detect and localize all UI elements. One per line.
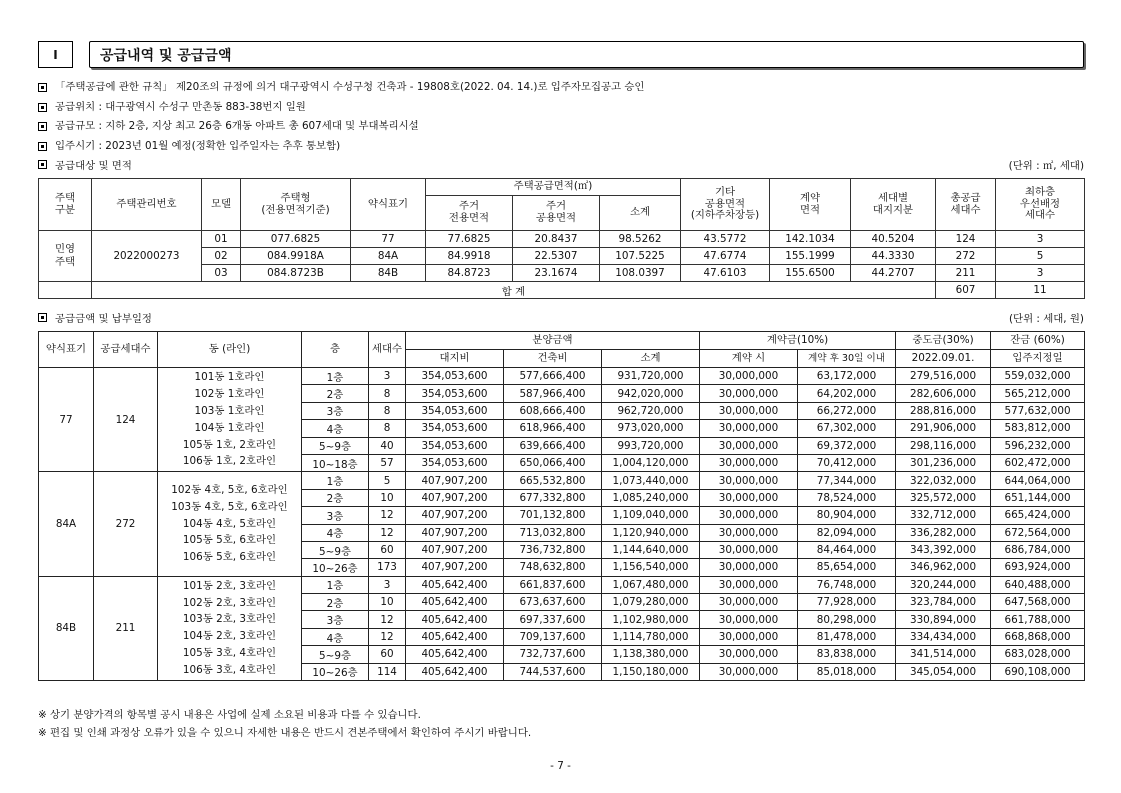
th-middle-group: 중도금(30%) <box>896 332 991 350</box>
sum-blank-cell <box>39 282 92 299</box>
cell-mid: 301,236,000 <box>896 454 991 471</box>
supply-label: 공급대상 및 면적 <box>55 160 132 172</box>
cell-bld: 650,066,400 <box>504 454 602 471</box>
square-bullet-icon <box>38 160 47 169</box>
short-name-cell: 84B <box>39 576 94 680</box>
dong-line: 105동 5호, 6호라인 <box>182 534 277 547</box>
short-name-cell: 84A <box>39 472 94 576</box>
cell-n: 12 <box>369 628 406 645</box>
cell-floor: 5~9층 <box>302 541 369 558</box>
cell-contract: 142.1034 <box>770 231 851 248</box>
cell-c2: 70,412,000 <box>798 454 896 471</box>
cell-c1: 30,000,000 <box>700 541 798 558</box>
cell-mid: 298,116,000 <box>896 437 991 454</box>
cell-floor: 4층 <box>302 524 369 541</box>
bullet-item <box>38 98 1084 118</box>
cell-mid: 332,712,000 <box>896 507 991 524</box>
square-bullet-icon <box>38 122 47 131</box>
bullet-item <box>38 117 1084 137</box>
cell-bal: 583,812,000 <box>991 420 1085 437</box>
th-middle-date: 2022.09.01. <box>896 350 991 368</box>
cell-sub: 1,085,240,000 <box>602 489 700 506</box>
cell-sub: 993,720,000 <box>602 437 700 454</box>
cell-bld: 639,666,400 <box>504 437 602 454</box>
footnote: ※ 편집 및 인쇄 과정상 오류가 있을 수 있으니 자세한 내용은 반드시 견본주택에서 확인하여 주시기 바랍니다. <box>38 727 532 739</box>
cell-floor: 4층 <box>302 420 369 437</box>
cell-floor: 10~18층 <box>302 454 369 471</box>
cell-n: 8 <box>369 402 406 419</box>
cell-mid: 325,572,000 <box>896 489 991 506</box>
cell-n: 60 <box>369 646 406 663</box>
cell-bld: 748,632,800 <box>504 559 602 576</box>
th-sale-group: 분양금액 <box>406 332 700 350</box>
square-bullet-icon <box>38 103 47 112</box>
dong-line-cell <box>158 368 302 472</box>
cell-lowest: 3 <box>996 231 1085 248</box>
th-land-cost: 대지비 <box>406 350 504 368</box>
dong-line: 103동 4호, 5호, 6호라인 <box>171 500 288 513</box>
cell-short: 77 <box>351 231 426 248</box>
th-contract-at: 계약 시 <box>700 350 798 368</box>
cell-sub: 1,004,120,000 <box>602 454 700 471</box>
footnotes <box>38 706 1084 742</box>
th-households: 세대수 <box>369 332 406 368</box>
cell-c1: 30,000,000 <box>700 663 798 680</box>
page-number: - 7 - <box>550 760 571 772</box>
th-total-units: 총공급 세대수 <box>936 179 996 231</box>
cell-c2: 67,302,000 <box>798 420 896 437</box>
cell-sub: 962,720,000 <box>602 402 700 419</box>
cell-mid: 345,054,000 <box>896 663 991 680</box>
cell-total: 272 <box>936 248 996 265</box>
cell-mid: 336,282,000 <box>896 524 991 541</box>
cell-sub: 1,120,940,000 <box>602 524 700 541</box>
cell-type: 084.8723B <box>241 265 351 282</box>
cell-model: 01 <box>202 231 241 248</box>
cell-n: 173 <box>369 559 406 576</box>
cell-bld: 732,737,600 <box>504 646 602 663</box>
cell-sub: 1,109,040,000 <box>602 507 700 524</box>
cell-floor: 2층 <box>302 385 369 402</box>
cell-land: 405,642,400 <box>406 594 504 611</box>
cell-lowest: 5 <box>996 248 1085 265</box>
cell-excl: 84.9918 <box>426 248 513 265</box>
cell-bal: 565,212,000 <box>991 385 1085 402</box>
cell-c2: 83,838,000 <box>798 646 896 663</box>
cell-bld: 665,532,800 <box>504 472 602 489</box>
cell-bld: 618,966,400 <box>504 420 602 437</box>
dong-line: 101동 1호라인 <box>194 370 265 383</box>
th-exclusive-area: 주거 전용면적 <box>426 196 513 231</box>
cell-sub: 973,020,000 <box>602 420 700 437</box>
supply-area-table <box>38 178 1085 299</box>
cell-bld: 673,637,600 <box>504 594 602 611</box>
cell-type: 077.6825 <box>241 231 351 248</box>
cell-c2: 80,298,000 <box>798 611 896 628</box>
th-other-area: 기타 공용면적 (지하주차장등) <box>681 179 770 231</box>
table-row <box>39 576 1085 593</box>
dong-line: 106동 5호, 6호라인 <box>182 551 277 564</box>
supply-unit: (단위 : ㎡, 세대) <box>1008 160 1084 172</box>
th-units: 공급세대수 <box>94 332 158 368</box>
th-floor: 층 <box>302 332 369 368</box>
cell-c1: 30,000,000 <box>700 472 798 489</box>
cell-c2: 85,018,000 <box>798 663 896 680</box>
cell-total: 124 <box>936 231 996 248</box>
cell-n: 10 <box>369 489 406 506</box>
cell-floor: 1층 <box>302 472 369 489</box>
cell-n: 60 <box>369 541 406 558</box>
cell-mid: 330,894,000 <box>896 611 991 628</box>
cell-mid: 343,392,000 <box>896 541 991 558</box>
cell-bal: 647,568,000 <box>991 594 1085 611</box>
th-balance-date: 입주지정일 <box>991 350 1085 368</box>
th-short: 약식표기 <box>351 179 426 231</box>
cell-c1: 30,000,000 <box>700 628 798 645</box>
cell-mid: 291,906,000 <box>896 420 991 437</box>
cell-short: 84B <box>351 265 426 282</box>
cell-c2: 66,272,000 <box>798 402 896 419</box>
cell-bal: 602,472,000 <box>991 454 1085 471</box>
cell-c2: 77,344,000 <box>798 472 896 489</box>
cell-bld: 677,332,800 <box>504 489 602 506</box>
cell-c1: 30,000,000 <box>700 368 798 385</box>
sum-label: 합 계 <box>92 282 936 299</box>
cell-c2: 77,928,000 <box>798 594 896 611</box>
cell-sub: 98.5262 <box>600 231 681 248</box>
cell-floor: 10~26층 <box>302 663 369 680</box>
dong-line: 106동 1호, 2호라인 <box>182 455 277 468</box>
cell-c2: 82,094,000 <box>798 524 896 541</box>
cell-floor: 1층 <box>302 368 369 385</box>
cell-sub: 107.5225 <box>600 248 681 265</box>
cell-bal: 686,784,000 <box>991 541 1085 558</box>
cell-c2: 69,372,000 <box>798 437 896 454</box>
square-bullet-icon <box>38 142 47 151</box>
cell-bld: 661,837,600 <box>504 576 602 593</box>
cell-land: 405,642,400 <box>406 576 504 593</box>
cell-bld: 744,537,600 <box>504 663 602 680</box>
dong-line: 102동 1호라인 <box>194 387 265 400</box>
cell-short: 84A <box>351 248 426 265</box>
th-type-group: 주택 구분 <box>39 179 92 231</box>
cell-c1: 30,000,000 <box>700 646 798 663</box>
cell-sub: 1,073,440,000 <box>602 472 700 489</box>
cell-model: 03 <box>202 265 241 282</box>
cell-c1: 30,000,000 <box>700 402 798 419</box>
cell-n: 114 <box>369 663 406 680</box>
cell-bal: 683,028,000 <box>991 646 1085 663</box>
cell-sub: 942,020,000 <box>602 385 700 402</box>
cell-land: 405,642,400 <box>406 611 504 628</box>
cell-common: 23.1674 <box>513 265 600 282</box>
cell-floor: 10~26층 <box>302 559 369 576</box>
cell-n: 12 <box>369 524 406 541</box>
cell-bal: 577,632,000 <box>991 402 1085 419</box>
cell-c1: 30,000,000 <box>700 385 798 402</box>
cell-c1: 30,000,000 <box>700 489 798 506</box>
supply-units-cell: 272 <box>94 472 158 576</box>
th-sale-subtotal: 소계 <box>602 350 700 368</box>
th-lowest-floor: 최하층 우선배정 세대수 <box>996 179 1085 231</box>
dong-line: 104동 1호라인 <box>194 421 265 434</box>
th-area-subtotal: 소계 <box>600 196 681 231</box>
cell-bld: 697,337,600 <box>504 611 602 628</box>
cell-land: 354,053,600 <box>406 454 504 471</box>
th-house-type: 주택형 (전용면적기준) <box>241 179 351 231</box>
cell-bal: 693,924,000 <box>991 559 1085 576</box>
cell-floor: 2층 <box>302 489 369 506</box>
cell-mid: 334,434,000 <box>896 628 991 645</box>
price-section-head <box>38 309 1084 326</box>
cell-land: 354,053,600 <box>406 420 504 437</box>
cell-n: 12 <box>369 507 406 524</box>
dong-line-cell <box>158 576 302 680</box>
cell-c2: 78,524,000 <box>798 489 896 506</box>
cell-land: 407,907,200 <box>406 559 504 576</box>
cell-mid: 341,514,000 <box>896 646 991 663</box>
cell-bal: 661,788,000 <box>991 611 1085 628</box>
dong-line: 102동 4호, 5호, 6호라인 <box>171 483 288 496</box>
cell-c1: 30,000,000 <box>700 524 798 541</box>
cell-land: 354,053,600 <box>406 368 504 385</box>
cell-sub: 1,102,980,000 <box>602 611 700 628</box>
cell-land: 407,907,200 <box>406 472 504 489</box>
cell-model: 02 <box>202 248 241 265</box>
section-title: 공급내역 및 공급금액 <box>89 41 1084 68</box>
dong-line: 103동 1호라인 <box>194 404 265 417</box>
cell-n: 5 <box>369 472 406 489</box>
cell-bal: 559,032,000 <box>991 368 1085 385</box>
bullet-list <box>38 78 1084 156</box>
short-name-cell: 77 <box>39 368 94 472</box>
cell-c2: 84,464,000 <box>798 541 896 558</box>
th-dong: 동 (라인) <box>158 332 302 368</box>
bullet-item <box>38 78 1084 98</box>
supply-units-cell: 124 <box>94 368 158 472</box>
th-mgmt-no: 주택관리번호 <box>92 179 202 231</box>
sum-total: 607 <box>936 282 996 299</box>
dong-line: 105동 1호, 2호라인 <box>182 438 277 451</box>
table-row <box>39 472 1085 489</box>
cell-c1: 30,000,000 <box>700 594 798 611</box>
footnote: ※ 상기 분양가격의 항목별 공시 내용은 사업에 실제 소요된 비용과 다를 수 있습니다. <box>38 709 421 721</box>
cell-floor: 2층 <box>302 594 369 611</box>
cell-bal: 596,232,000 <box>991 437 1085 454</box>
dong-line: 105동 3호, 4호라인 <box>182 647 277 660</box>
cell-mid: 322,032,000 <box>896 472 991 489</box>
dong-line: 106동 3호, 4호라인 <box>182 664 277 677</box>
cell-bld: 701,132,800 <box>504 507 602 524</box>
dong-line-cell <box>158 472 302 576</box>
supply-section-head <box>38 156 1084 173</box>
cell-land: 44.3330 <box>851 248 936 265</box>
cell-c1: 30,000,000 <box>700 437 798 454</box>
cell-bld: 713,032,800 <box>504 524 602 541</box>
cell-c2: 85,654,000 <box>798 559 896 576</box>
cell-common: 20.8437 <box>513 231 600 248</box>
bullet-item <box>38 137 1084 157</box>
cell-mid: 279,516,000 <box>896 368 991 385</box>
cell-c1: 30,000,000 <box>700 559 798 576</box>
cell-bal: 651,144,000 <box>991 489 1085 506</box>
cell-bal: 640,488,000 <box>991 576 1085 593</box>
cell-land: 407,907,200 <box>406 507 504 524</box>
dong-line: 103동 2호, 3호라인 <box>182 613 277 626</box>
cell-bld: 608,666,400 <box>504 402 602 419</box>
bullet-text: 공급위치 : 대구광역시 수성구 만촌동 883-38번지 일원 <box>55 100 306 113</box>
cell-other: 47.6774 <box>681 248 770 265</box>
dong-line: 104동 2호, 3호라인 <box>182 630 277 643</box>
cell-land: 40.5204 <box>851 231 936 248</box>
bullet-text: 「주택공급에 관한 규칙」 제20조의 규정에 의거 대구광역시 수성구청 건축과 - 19808호(2022. 04. 14.)로 입주자모집공고 승인 <box>55 81 645 93</box>
cell-other: 47.6103 <box>681 265 770 282</box>
cell-mid: 282,606,000 <box>896 385 991 402</box>
cell-land: 354,053,600 <box>406 437 504 454</box>
th-building-cost: 건축비 <box>504 350 602 368</box>
cell-c1: 30,000,000 <box>700 611 798 628</box>
cell-total: 211 <box>936 265 996 282</box>
table-row <box>39 231 1085 248</box>
dong-line: 102동 2호, 3호라인 <box>182 596 277 609</box>
cell-bal: 644,064,000 <box>991 472 1085 489</box>
cell-c2: 63,172,000 <box>798 368 896 385</box>
cell-n: 3 <box>369 368 406 385</box>
cell-land: 354,053,600 <box>406 385 504 402</box>
price-schedule-table <box>38 331 1085 681</box>
mgmt-number-cell: 2022000273 <box>92 231 202 282</box>
th-contract-area: 계약 면적 <box>770 179 851 231</box>
cell-bal: 665,424,000 <box>991 507 1085 524</box>
cell-c1: 30,000,000 <box>700 507 798 524</box>
cell-mid: 323,784,000 <box>896 594 991 611</box>
cell-land: 405,642,400 <box>406 663 504 680</box>
cell-floor: 5~9층 <box>302 437 369 454</box>
cell-sub: 1,144,640,000 <box>602 541 700 558</box>
cell-type: 084.9918A <box>241 248 351 265</box>
housing-type-cell: 민영 주택 <box>39 231 92 282</box>
cell-land: 407,907,200 <box>406 489 504 506</box>
cell-land: 407,907,200 <box>406 524 504 541</box>
cell-c1: 30,000,000 <box>700 420 798 437</box>
cell-common: 22.5307 <box>513 248 600 265</box>
th-contract-30: 계약 후 30일 이내 <box>798 350 896 368</box>
cell-c1: 30,000,000 <box>700 576 798 593</box>
supply-units-cell: 211 <box>94 576 158 680</box>
cell-excl: 84.8723 <box>426 265 513 282</box>
cell-land: 407,907,200 <box>406 541 504 558</box>
cell-floor: 5~9층 <box>302 646 369 663</box>
cell-sub: 1,067,480,000 <box>602 576 700 593</box>
sum-lowest: 11 <box>996 282 1085 299</box>
th-area-group: 주택공급면적(㎡) <box>426 179 681 196</box>
cell-n: 3 <box>369 576 406 593</box>
cell-land: 405,642,400 <box>406 646 504 663</box>
cell-n: 57 <box>369 454 406 471</box>
cell-bld: 587,966,400 <box>504 385 602 402</box>
cell-bal: 690,108,000 <box>991 663 1085 680</box>
section-number: I <box>38 41 73 68</box>
cell-floor: 1층 <box>302 576 369 593</box>
cell-sub: 108.0397 <box>600 265 681 282</box>
cell-bld: 577,666,400 <box>504 368 602 385</box>
cell-excl: 77.6825 <box>426 231 513 248</box>
cell-floor: 3층 <box>302 611 369 628</box>
table-row <box>39 368 1085 385</box>
cell-sub: 1,138,380,000 <box>602 646 700 663</box>
cell-bal: 668,868,000 <box>991 628 1085 645</box>
cell-contract: 155.6500 <box>770 265 851 282</box>
cell-mid: 288,816,000 <box>896 402 991 419</box>
cell-lowest: 3 <box>996 265 1085 282</box>
price-label: 공급금액 및 납부일정 <box>55 313 152 325</box>
th-short: 약식표기 <box>39 332 94 368</box>
square-bullet-icon <box>38 313 47 322</box>
cell-floor: 3층 <box>302 507 369 524</box>
cell-floor: 4층 <box>302 628 369 645</box>
th-common-area: 주거 공용면적 <box>513 196 600 231</box>
cell-other: 43.5772 <box>681 231 770 248</box>
price-unit: (단위 : 세대, 원) <box>1008 313 1084 325</box>
cell-sub: 931,720,000 <box>602 368 700 385</box>
cell-n: 8 <box>369 420 406 437</box>
dong-line: 104동 4호, 5호라인 <box>182 517 277 530</box>
th-land-share: 세대별 대지지분 <box>851 179 936 231</box>
cell-sub: 1,156,540,000 <box>602 559 700 576</box>
th-balance-group: 잔금 (60%) <box>991 332 1085 350</box>
cell-land: 354,053,600 <box>406 402 504 419</box>
cell-contract: 155.1999 <box>770 248 851 265</box>
cell-c2: 81,478,000 <box>798 628 896 645</box>
cell-sub: 1,150,180,000 <box>602 663 700 680</box>
cell-mid: 320,244,000 <box>896 576 991 593</box>
sum-row <box>39 282 1085 299</box>
cell-floor: 3층 <box>302 402 369 419</box>
cell-mid: 346,962,000 <box>896 559 991 576</box>
cell-n: 10 <box>369 594 406 611</box>
cell-bal: 672,564,000 <box>991 524 1085 541</box>
cell-land: 44.2707 <box>851 265 936 282</box>
bullet-text: 입주시기 : 2023년 01월 예정(정확한 입주일자는 추후 통보함) <box>55 139 341 152</box>
th-contract-group: 계약금(10%) <box>700 332 896 350</box>
cell-land: 405,642,400 <box>406 628 504 645</box>
square-bullet-icon <box>38 83 47 92</box>
dong-line: 101동 2호, 3호라인 <box>182 579 277 592</box>
th-model: 모델 <box>202 179 241 231</box>
bullet-text: 공급규모 : 지하 2층, 지상 최고 26층 6개동 아파트 총 607세대 및 부대복리시설 <box>55 120 419 132</box>
cell-c2: 80,904,000 <box>798 507 896 524</box>
cell-n: 12 <box>369 611 406 628</box>
cell-bld: 736,732,800 <box>504 541 602 558</box>
cell-c2: 76,748,000 <box>798 576 896 593</box>
cell-c2: 64,202,000 <box>798 385 896 402</box>
section-header <box>38 41 1084 68</box>
cell-bld: 709,137,600 <box>504 628 602 645</box>
cell-sub: 1,114,780,000 <box>602 628 700 645</box>
cell-n: 40 <box>369 437 406 454</box>
cell-n: 8 <box>369 385 406 402</box>
cell-c1: 30,000,000 <box>700 454 798 471</box>
cell-sub: 1,079,280,000 <box>602 594 700 611</box>
